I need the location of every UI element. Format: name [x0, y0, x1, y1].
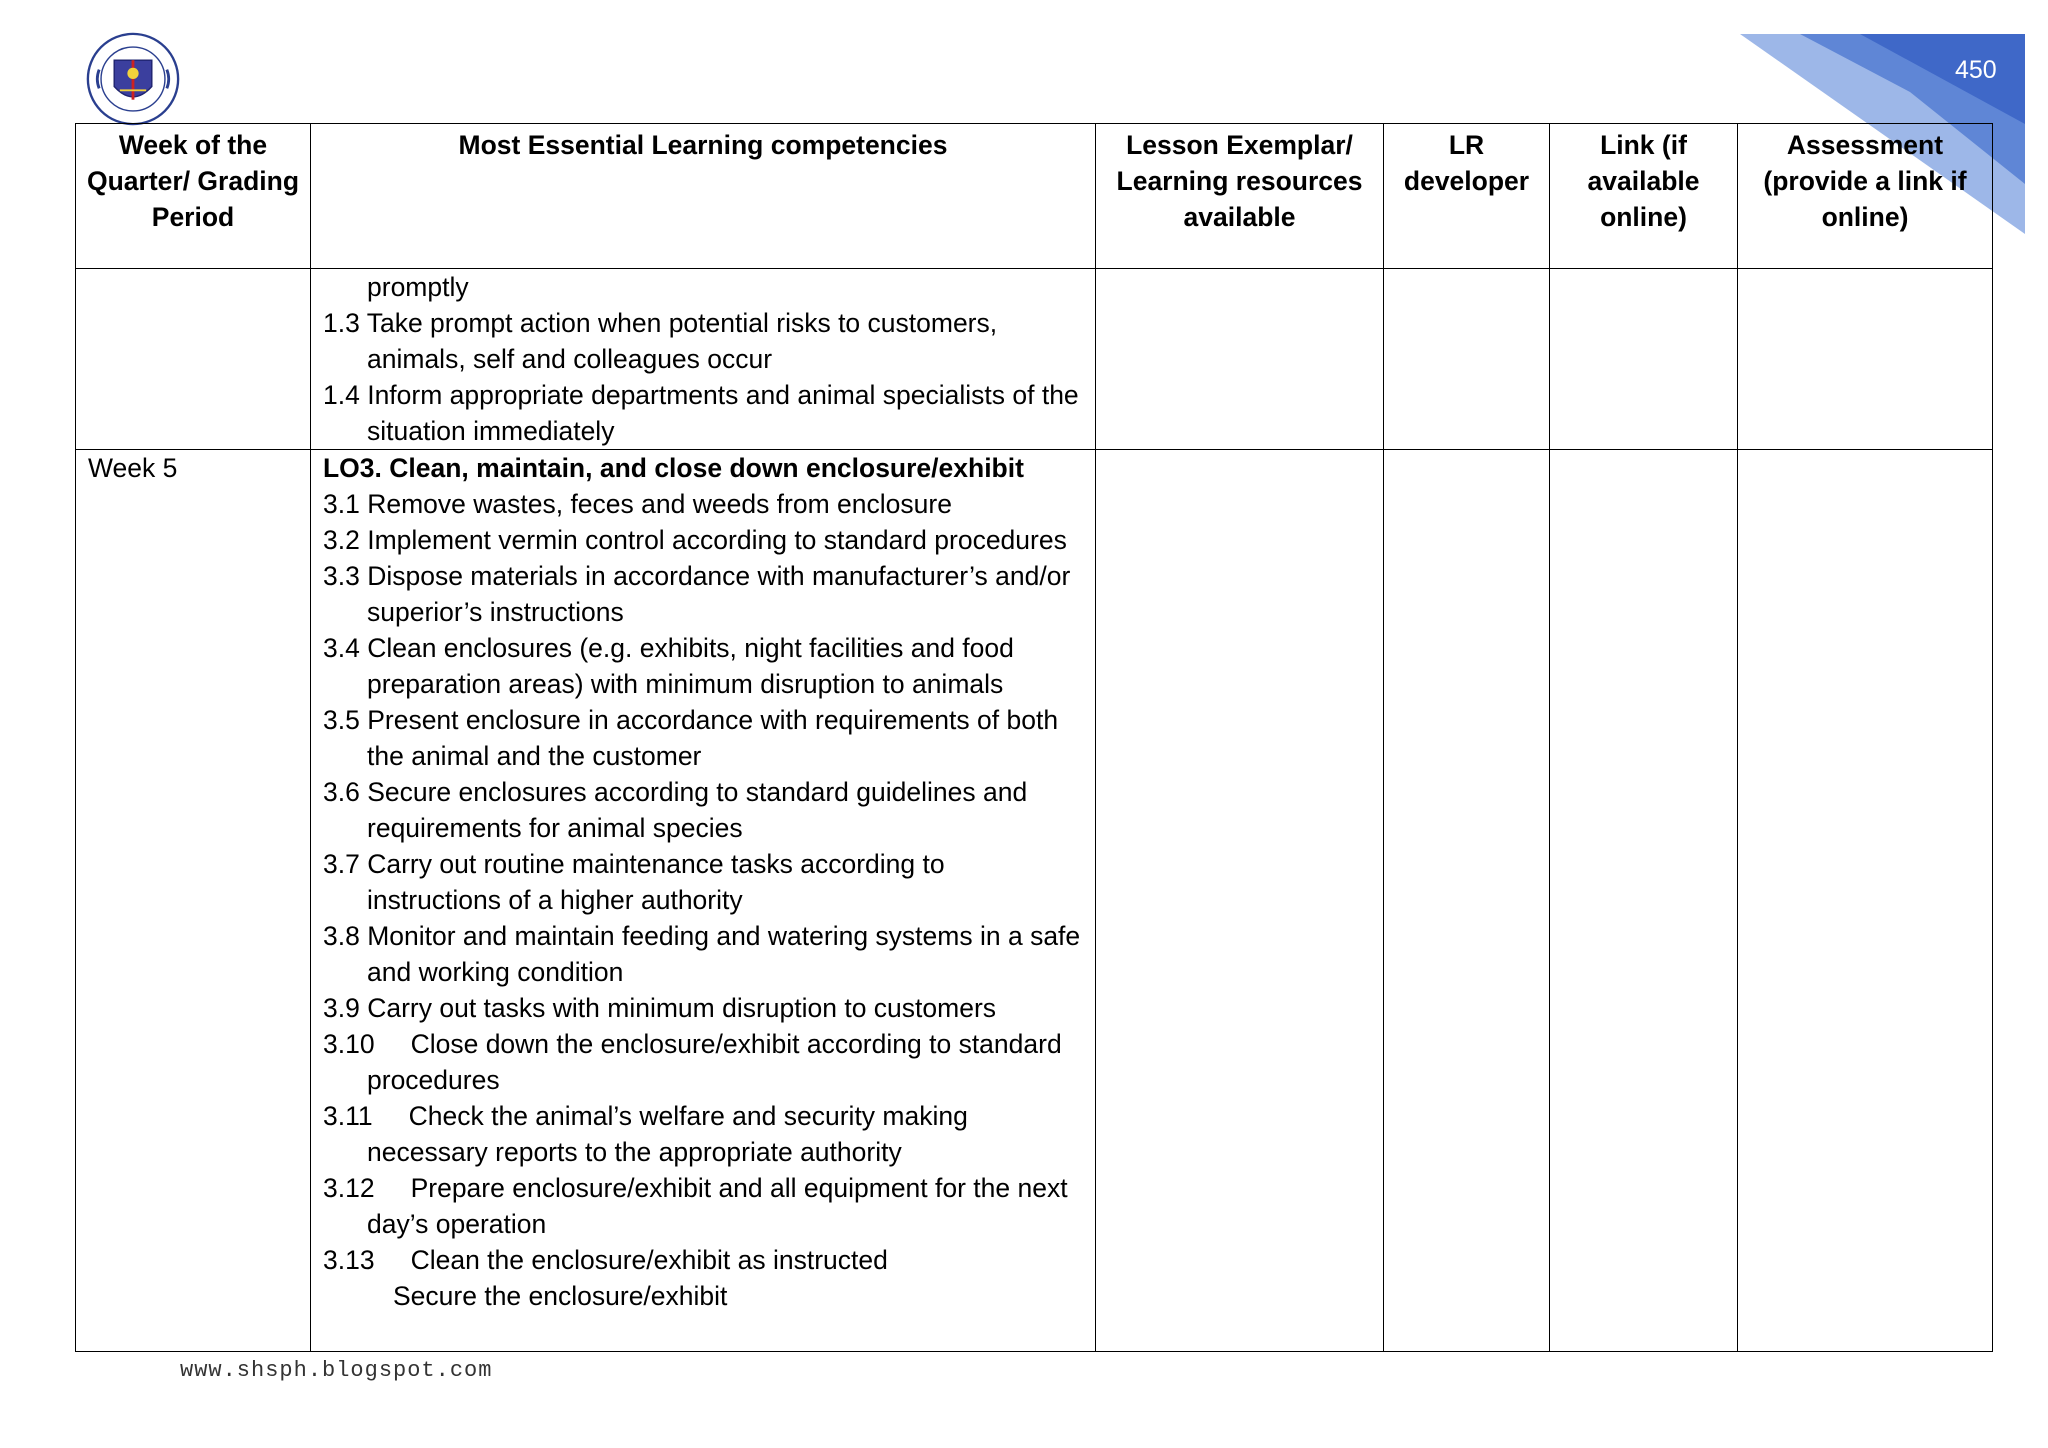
table-row	[76, 450, 1993, 1352]
item-number: 3.13	[323, 1245, 375, 1275]
link-cell	[1550, 269, 1738, 450]
competency-item: 1.3 Take prompt action when potential risks to customers, animals, self and colleagues occur	[323, 308, 998, 374]
competency-last-line: Secure the enclosure/exhibit	[393, 1281, 728, 1311]
item-text: Clean the enclosure/exhibit as instructed	[410, 1245, 888, 1275]
competency-item: 3.4 Clean enclosures (e.g. exhibits, night facilities and food preparation areas) with minimum disruption to animals	[323, 633, 1014, 699]
item-number: 3.10	[323, 1029, 375, 1059]
competency-item: 3.3 Dispose materials in accordance with manufacturer’s and/or superior’s instructions	[323, 561, 1071, 627]
lr-developer-cell	[1384, 450, 1550, 1352]
link-cell	[1550, 450, 1738, 1352]
page-number: 450	[1955, 56, 1997, 84]
competency-item: 3.1 Remove wastes, feces and weeds from enclosure	[323, 489, 952, 519]
continuation-text: promptly	[367, 272, 469, 302]
header-competencies: Most Essential Learning competencies	[311, 124, 1096, 269]
competency-item: 3.7 Carry out routine maintenance tasks according to instructions of a higher authority	[323, 849, 945, 915]
competency-item: 1.4 Inform appropriate departments and animal specialists of the situation immediately	[323, 380, 1079, 446]
header-week: Week of the Quarter/ Grading Period	[76, 124, 311, 269]
header-assessment: Assessment (provide a link if online)	[1738, 124, 1993, 269]
item-number: 3.11	[323, 1101, 373, 1131]
assessment-cell	[1738, 450, 1993, 1352]
header-lesson-exemplar: Lesson Exemplar/ Learning resources available	[1096, 124, 1384, 269]
item-text: Prepare enclosure/exhibit and all equipment for the next day’s operation	[367, 1173, 1068, 1239]
deped-seal-icon	[86, 32, 180, 126]
lesson-exemplar-cell	[1096, 269, 1384, 450]
item-number: 3.12	[323, 1173, 375, 1203]
header-lr-developer: LR developer	[1384, 124, 1550, 269]
header-link: Link (if available online)	[1550, 124, 1738, 269]
competency-item	[323, 1170, 1085, 1242]
week-cell: Week 5	[76, 450, 311, 1352]
week-cell	[76, 269, 311, 450]
competency-item: 3.9 Carry out tasks with minimum disruption to customers	[323, 993, 997, 1023]
table-header-row	[76, 124, 1993, 269]
lr-developer-cell	[1384, 269, 1550, 450]
lesson-exemplar-cell	[1096, 450, 1384, 1352]
competency-item	[323, 1026, 1085, 1098]
footer-url: www.shsph.blogspot.com	[180, 1358, 493, 1383]
item-text: Check the animal’s welfare and security making necessary reports to the appropriate authority	[367, 1101, 968, 1167]
competency-item	[323, 1098, 1085, 1170]
competencies-cell	[311, 269, 1096, 450]
competencies-cell	[311, 450, 1096, 1352]
competency-item: 3.6 Secure enclosures according to standard guidelines and requirements for animal species	[323, 777, 1028, 843]
competency-item: 3.8 Monitor and maintain feeding and watering systems in a safe and working condition	[323, 921, 1081, 987]
competency-table	[75, 123, 1993, 1352]
assessment-cell	[1738, 269, 1993, 450]
table-row	[76, 269, 1993, 450]
competency-item: 3.5 Present enclosure in accordance with requirements of both the animal and the customer	[323, 705, 1059, 771]
competency-item	[323, 1242, 1085, 1278]
competency-item: 3.2 Implement vermin control according to standard procedures	[323, 525, 1067, 555]
item-text: Close down the enclosure/exhibit according to standard procedures	[367, 1029, 1062, 1095]
lo-title: LO3. Clean, maintain, and close down enclosure/exhibit	[323, 453, 1024, 483]
